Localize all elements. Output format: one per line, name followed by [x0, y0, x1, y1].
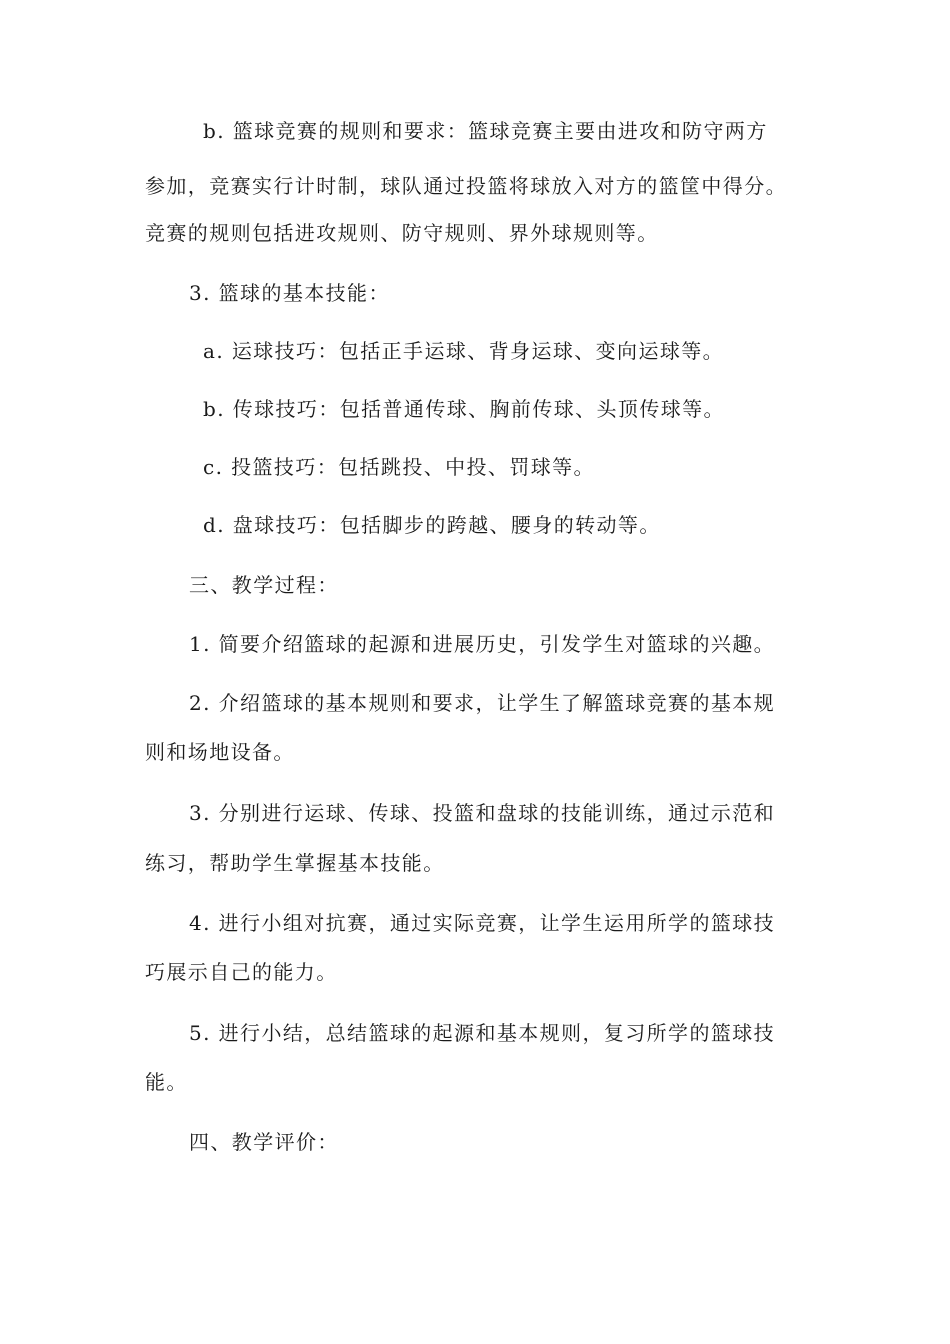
text-line: 练习，帮助学生掌握基本技能。	[145, 851, 445, 875]
text-line: 巧展示自己的能力。	[145, 960, 338, 984]
text-line: 5. 进行小结，总结篮球的起源和基本规则，复习所学的篮球技	[189, 1021, 776, 1045]
section-heading: 三、教学过程：	[189, 573, 339, 597]
section-heading: 四、教学评价：	[189, 1130, 339, 1154]
text-line: 参加，竞赛实行计时制，球队通过投篮将球放入对方的篮筐中得分。	[145, 174, 787, 198]
text-line: 1. 简要介绍篮球的起源和进展历史，引发学生对篮球的兴趣。	[189, 632, 776, 656]
text-line: 4. 进行小组对抗赛，通过实际竞赛，让学生运用所学的篮球技	[189, 911, 776, 935]
section-heading: 3. 篮球的基本技能：	[189, 281, 390, 305]
text-line: 则和场地设备。	[145, 740, 295, 764]
text-line: b. 篮球竞赛的规则和要求：篮球竞赛主要由进攻和防守两方	[203, 119, 768, 143]
list-item: d. 盘球技巧：包括脚步的跨越、腰身的转动等。	[203, 513, 661, 537]
text-line: 2. 介绍篮球的基本规则和要求，让学生了解篮球竞赛的基本规	[189, 691, 776, 715]
text-line: 竞赛的规则包括进攻规则、防守规则、界外球规则等。	[145, 221, 659, 245]
list-item: a. 运球技巧：包括正手运球、背身运球、变向运球等。	[203, 339, 725, 363]
list-item: c. 投篮技巧：包括跳投、中投、罚球等。	[203, 455, 595, 479]
text-line: 能。	[145, 1070, 188, 1094]
text-line: 3. 分别进行运球、传球、投篮和盘球的技能训练，通过示范和	[189, 801, 776, 825]
list-item: b. 传球技巧：包括普通传球、胸前传球、头顶传球等。	[203, 397, 725, 421]
